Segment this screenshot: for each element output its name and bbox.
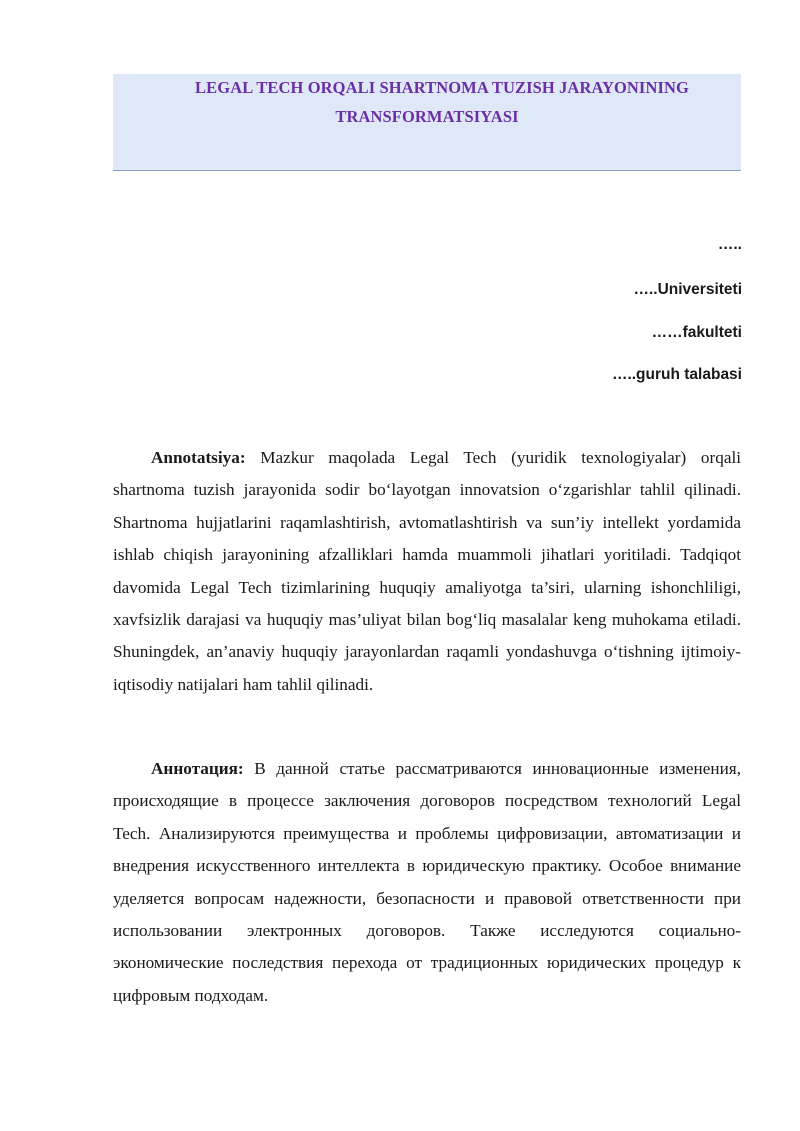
abstract-russian-text: В данной статье рассматриваются инновационные изменения, происходящие в процессе заключения договоров посредством технологий Legal Tech. Анализируются преимущества и проблемы цифровизации, автоматизации и внедрения искусственного интеллекта в юридическую практику. Особое внимание уделяется вопросам надежности, безопасности и правовой ответственности при использовании электронных договоров. Также исследуются социально-экономические последствия перехода от традиционных юридических процедур к цифровым подходам. [113,759,741,1005]
article-title-line-1: LEGAL TECH ORQALI SHARTNOMA TUZISH JARAYONINING [195,78,689,97]
abstract-russian [113,753,741,1012]
author-group: …..guruh talabasi [611,366,742,383]
title-box [113,74,741,171]
abstract-uzbek [113,442,741,701]
abstract-uzbek-label: Annotatsiya: [151,448,246,467]
author-faculty: ……fakulteti [651,324,742,341]
article-title-line-2: TRANSFORMATSIYASI [335,107,519,126]
abstract-russian-label: Аннотация: [151,759,244,778]
abstract-uzbek-text: Mazkur maqolada Legal Tech (yuridik texnologiyalar) orqali shartnoma tuzish jarayonida sodir bo‘layotgan innovatsion o‘zgarishlar tahlil qilinadi. Shartnoma hujjatlarini raqamlashtirish, avtomatlashtirish va sun’iy intellekt yordamida ishlab chiqish jarayonining afzalliklari hamda muammoli jihatlari yoritiladi. Tadqiqot davomida Legal Tech tizimlarining huquqiy amaliyotga ta’siri, ularning ishonchliligi, xavfsizlik darajasi va huquqiy mas’uliyat bilan bog‘liq masalalar keng muhokama etiladi. Shuningdek, an’anaviy huquqiy jarayonlardan raqamli yondashuvga o‘tishning ijtimoiy-iqtisodiy natijalari ham tahlil qilinadi. [113,448,741,694]
author-name: ….. [717,236,742,253]
author-university: …..Universiteti [633,281,742,298]
